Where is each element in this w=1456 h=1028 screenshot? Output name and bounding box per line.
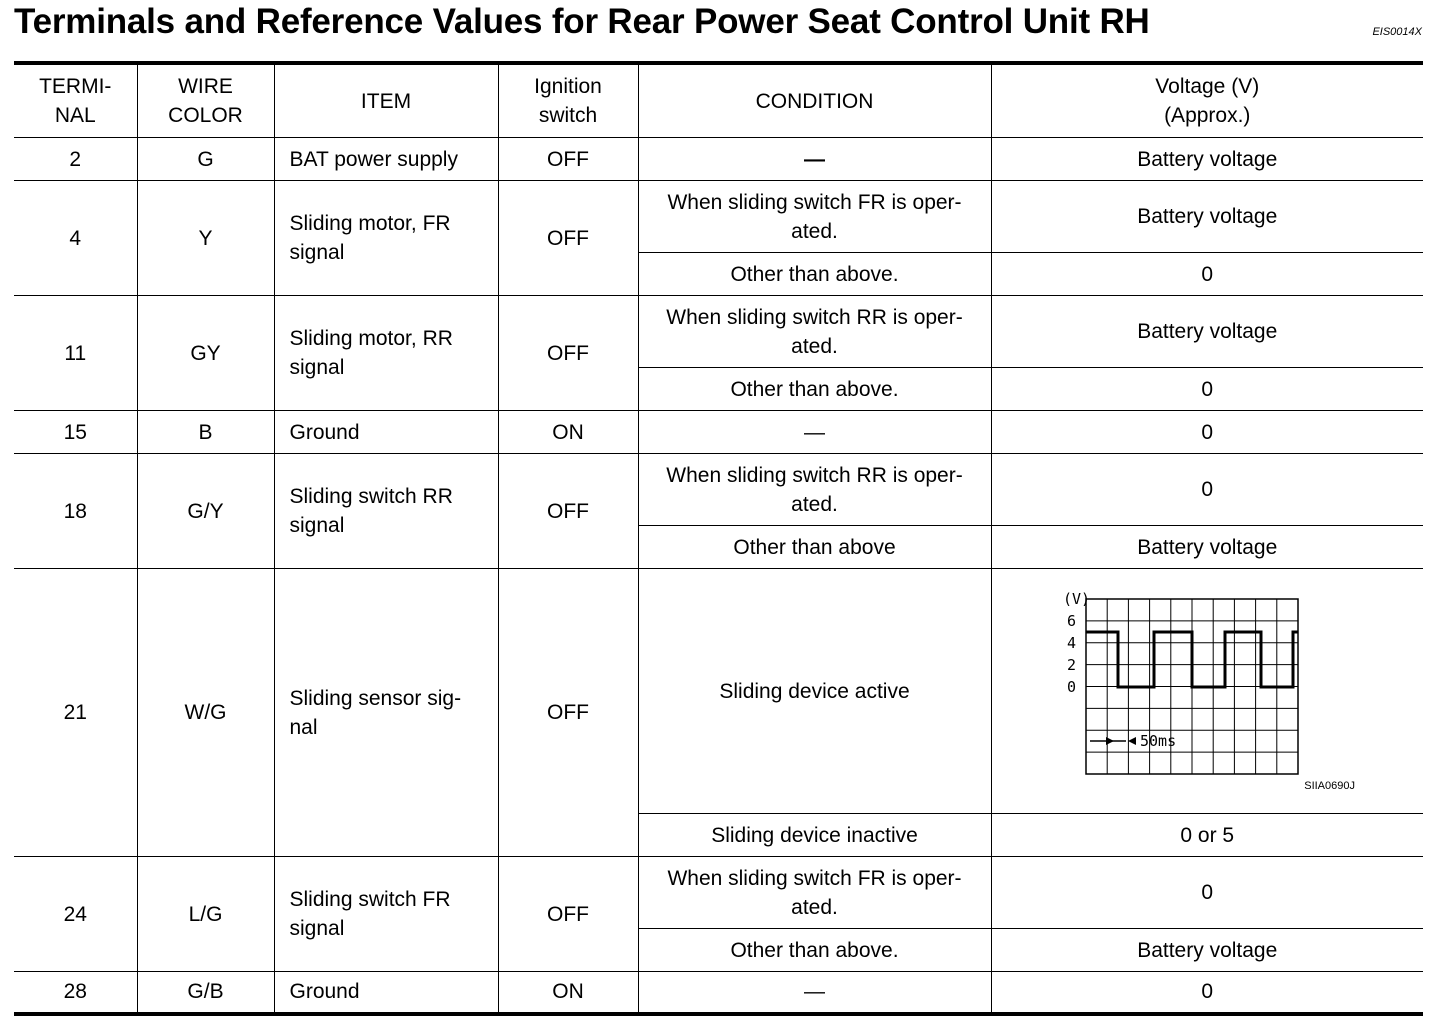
voltage-cell: 0 [991,368,1423,411]
condition-cell: — [638,411,991,454]
wire-color-cell: G/B [137,972,274,1014]
terminal-cell: 4 [14,181,137,296]
table-row [14,569,1423,814]
terminal-reference-table [14,61,1423,1016]
waveform-cell [991,569,1423,814]
ignition-cell: ON [498,972,638,1014]
y-tick-label: 2 [1066,656,1076,674]
terminal-cell: 21 [14,569,137,857]
item-cell: Sliding sensor sig- nal [274,569,498,857]
figure-code: SIIA0690J [1304,780,1355,792]
terminal-cell: 28 [14,972,137,1014]
item-cell: Ground [274,411,498,454]
col-item: ITEM [274,63,498,138]
terminal-cell: 11 [14,296,137,411]
condition-cell: Other than above. [638,368,991,411]
terminal-cell: 15 [14,411,137,454]
wire-color-cell: Y [137,181,274,296]
waveform-trace [1086,632,1298,687]
voltage-cell: 0 [991,972,1423,1014]
ignition-cell: OFF [498,857,638,972]
y-tick-label: 6 [1066,612,1076,630]
voltage-cell: 0 [991,253,1423,296]
ignition-cell: OFF [498,138,638,181]
terminal-cell: 2 [14,138,137,181]
col-voltage: Voltage (V) (Approx.) [991,63,1423,138]
voltage-cell: Battery voltage [991,526,1423,569]
wire-color-cell: W/G [137,569,274,857]
ignition-cell: OFF [498,181,638,296]
condition-cell: — [638,972,991,1014]
condition-cell: Other than above. [638,929,991,972]
condition-cell: When sliding switch RR is oper- ated. [638,296,991,368]
condition-cell: — [638,138,991,181]
condition-cell: When sliding switch RR is oper- ated. [638,454,991,526]
terminal-cell: 24 [14,857,137,972]
col-terminal: TERMI- NAL [14,63,137,138]
y-tick-label: 4 [1066,634,1076,652]
wire-color-cell: L/G [137,857,274,972]
wire-color-cell: GY [137,296,274,411]
page-title: Terminals and Reference Values for Rear Power Seat Control Unit RH [14,2,1150,41]
item-cell: Sliding motor, RR signal [274,296,498,411]
voltage-cell: Battery voltage [991,296,1423,368]
ignition-cell: OFF [498,569,638,857]
table-row [14,857,1423,929]
condition-cell: Other than above. [638,253,991,296]
y-tick-label: 0 [1066,678,1076,696]
waveform-graph [1050,589,1310,779]
voltage-cell: 0 or 5 [991,814,1423,857]
item-cell: Sliding motor, FR signal [274,181,498,296]
voltage-cell: Battery voltage [991,138,1423,181]
voltage-cell: 0 [991,857,1423,929]
condition-cell: Sliding device active [638,569,991,814]
wire-color-cell: G/Y [137,454,274,569]
ignition-cell: ON [498,411,638,454]
condition-cell: Sliding device inactive [638,814,991,857]
document-id: EIS0014X [1372,26,1422,38]
condition-cell: When sliding switch FR is oper- ated. [638,181,991,253]
table-row [14,296,1423,368]
item-cell: Ground [274,972,498,1014]
item-cell: Sliding switch RR signal [274,454,498,569]
voltage-cell: 0 [991,411,1423,454]
voltage-cell: Battery voltage [991,181,1423,253]
time-scale-marker [1090,732,1176,750]
col-ignition: Ignition switch [498,63,638,138]
voltage-cell: 0 [991,454,1423,526]
item-cell: Sliding switch FR signal [274,857,498,972]
table-row [14,972,1423,1014]
voltage-cell: Battery voltage [991,929,1423,972]
waveform-unit-label: (V) [1062,590,1090,608]
table-row [14,138,1423,181]
condition-cell: Other than above [638,526,991,569]
col-condition: CONDITION [638,63,991,138]
ignition-cell: OFF [498,454,638,569]
item-cell: BAT power supply [274,138,498,181]
table-row [14,411,1423,454]
wire-color-cell: B [137,411,274,454]
time-scale-label: 50ms [1139,732,1176,750]
condition-cell: When sliding switch FR is oper- ated. [638,857,991,929]
table-row [14,181,1423,253]
table-row [14,454,1423,526]
terminal-cell: 18 [14,454,137,569]
wire-color-cell: G [137,138,274,181]
ignition-cell: OFF [498,296,638,411]
table-header-row [14,63,1423,138]
col-wire-color: WIRE COLOR [137,63,274,138]
